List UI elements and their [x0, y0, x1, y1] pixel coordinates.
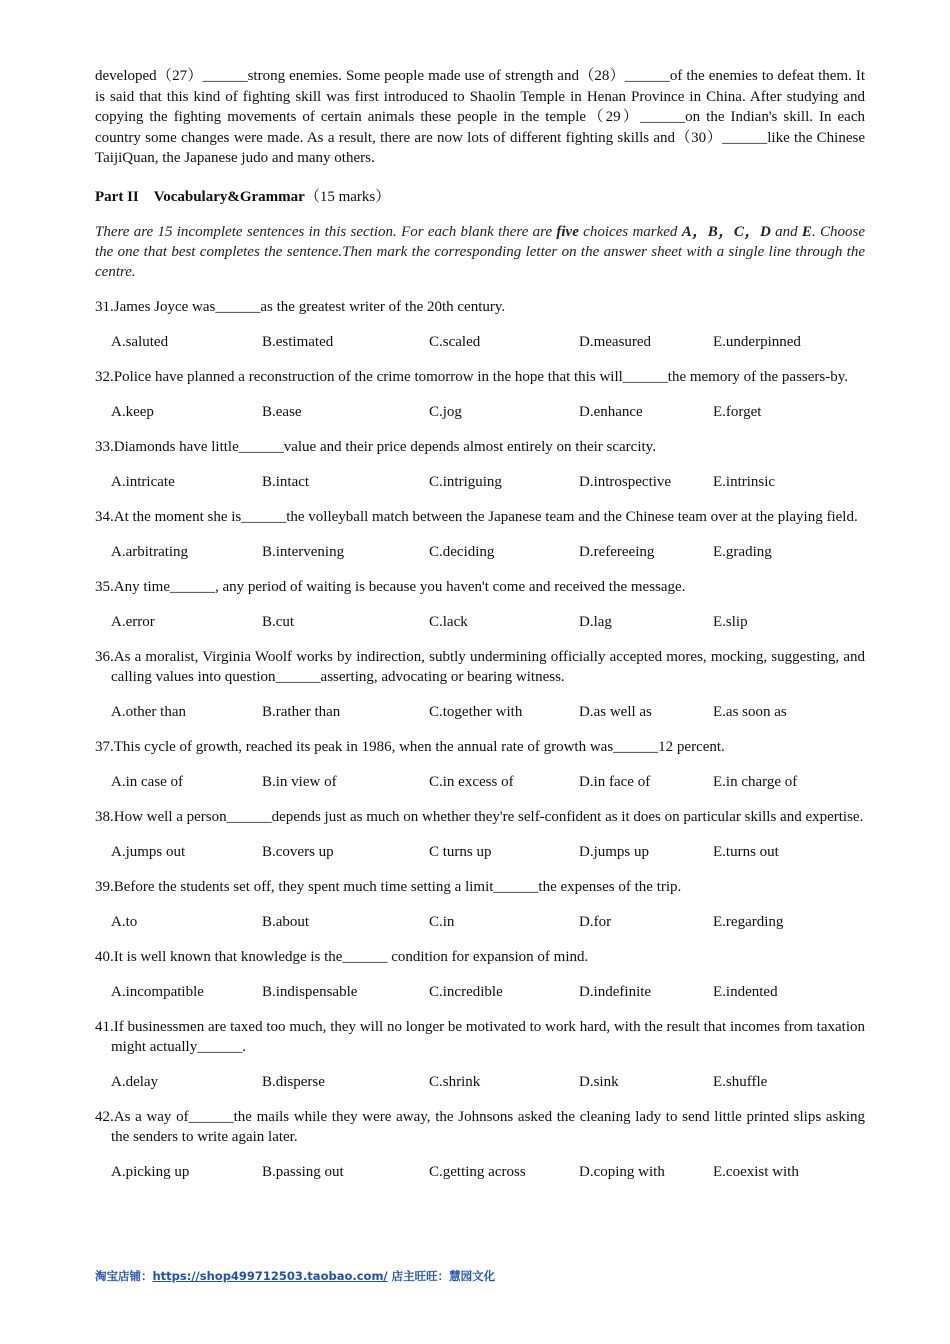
answer-choice: C.getting across: [429, 1163, 526, 1180]
section-title: Part II Vocabulary&Grammar: [95, 188, 305, 205]
shop-link[interactable]: https://shop499712503.taobao.com/: [152, 1269, 388, 1283]
answer-choice: B.rather than: [262, 703, 341, 720]
answer-choice: D.measured: [579, 333, 652, 350]
answer-choice: A.in case of: [111, 773, 184, 790]
instr-text-2: choices marked: [578, 223, 682, 240]
answer-choice: E.coexist with: [713, 1163, 799, 1180]
footer: [95, 1268, 495, 1284]
footer-suffix: 店主旺旺：慧园文化: [387, 1269, 496, 1283]
answer-choice: C.deciding: [429, 543, 495, 560]
answer-choice: C.in: [429, 913, 455, 930]
answer-choice: E.intrinsic: [713, 473, 776, 490]
answer-choice: E.shuffle: [713, 1073, 768, 1090]
answer-choice: D.jumps up: [579, 843, 650, 860]
answer-choice: B.intact: [262, 473, 310, 490]
question-text: 36.As a moralist, Virginia Woolf works by indirection, subtly undermining officially accepted mores, mocking, suggesting, and calling values into question______asserting, advocating or bearing witness.: [95, 648, 865, 685]
answer-choice: C.scaled: [429, 333, 481, 350]
instr-text-4: . Choose the one that best completes the sentence.Then mark the corresponding letter on the answer sheet with a single line through the centre.: [95, 223, 865, 280]
answer-choice: B.disperse: [262, 1073, 325, 1090]
answer-choice: C.lack: [429, 613, 468, 630]
question-text: 33.Diamonds have little______value and their price depends almost entirely on their scarcity.: [95, 438, 656, 455]
answer-choice: D.coping with: [579, 1163, 665, 1180]
footer-prefix: 淘宝店铺：: [95, 1269, 153, 1283]
answer-choice: E.forget: [713, 403, 762, 420]
choice-row: [95, 772, 865, 792]
answer-choice: B.cut: [262, 613, 295, 630]
answer-choice: E.as soon as: [713, 703, 787, 720]
question-text: 37.This cycle of growth, reached its peak in 1986, when the annual rate of growth was______12 percent.: [95, 738, 725, 755]
answer-choice: A.other than: [111, 703, 186, 720]
question-text: 32.Police have planned a reconstruction of the crime tomorrow in the hope that this will______the memory of the passers-by.: [95, 368, 849, 385]
answer-choice: B.estimated: [262, 333, 334, 350]
instr-text-3: and: [770, 223, 802, 240]
choice-row: [95, 982, 865, 1002]
answer-choice: A.to: [111, 913, 138, 930]
choice-row: [95, 542, 865, 562]
answer-choice: E.indented: [713, 983, 778, 1000]
choice-row: [95, 472, 865, 492]
question-text: 39.Before the students set off, they spent much time setting a limit______the expenses of the trip.: [95, 878, 682, 895]
answer-choice: A.intricate: [111, 473, 175, 490]
answer-choice: D.sink: [579, 1073, 619, 1090]
answer-choice: D.indefinite: [579, 983, 652, 1000]
answer-choice: A.error: [111, 613, 155, 630]
instr-bold-2: A，B，C，D: [681, 223, 771, 240]
answer-choice: E.underpinned: [713, 333, 801, 350]
choice-row: [95, 842, 865, 862]
choice-row: [95, 912, 865, 932]
answer-choice: C.together with: [429, 703, 523, 720]
answer-choice: A.saluted: [111, 333, 169, 350]
choice-row: [95, 702, 865, 722]
answer-choice: A.picking up: [111, 1163, 190, 1180]
answer-choice: E.in charge of: [713, 773, 798, 790]
answer-choice: D.in face of: [579, 773, 651, 790]
answer-choice: E.turns out: [713, 843, 779, 860]
answer-choice: C.in excess of: [429, 773, 514, 790]
answer-choice: A.arbitrating: [111, 543, 189, 560]
question-text: 35.Any time______, any period of waiting is because you haven't come and received the message.: [95, 578, 686, 595]
answer-choice: B.about: [262, 913, 310, 930]
question-list: [95, 297, 865, 1182]
answer-choice: E.grading: [713, 543, 772, 560]
question-text: 42.As a way of______the mails while they were away, the Johnsons asked the cleaning lady to send little printed slips asking the senders to write again later.: [95, 1108, 865, 1145]
answer-choice: C turns up: [429, 843, 492, 860]
answer-choice: D.introspective: [579, 473, 672, 490]
instr-bold-1: five: [556, 223, 579, 240]
answer-choice: C.intriguing: [429, 473, 502, 490]
instr-text-1: There are 15 incomplete sentences in this section. For each blank there are: [95, 223, 557, 240]
answer-choice: D.lag: [579, 613, 612, 630]
answer-choice: A.incompatible: [111, 983, 204, 1000]
answer-choice: B.indispensable: [262, 983, 358, 1000]
section-marks: （15 marks）: [304, 188, 391, 205]
answer-choice: B.ease: [262, 403, 302, 420]
section-instructions: [95, 222, 865, 282]
answer-choice: D.refereeing: [579, 543, 655, 560]
answer-choice: A.jumps out: [111, 843, 186, 860]
answer-choice: A.delay: [111, 1073, 159, 1090]
choice-row: [95, 1072, 865, 1092]
answer-choice: E.slip: [713, 613, 748, 630]
question-text: 40.It is well known that knowledge is the______ condition for expansion of mind.: [95, 948, 589, 965]
question-text: 38.How well a person______depends just as much on whether they're self-confident as it does on particular skills and expertise.: [95, 808, 864, 825]
choice-row: [95, 332, 865, 352]
question-text: 34.At the moment she is______the volleyball match between the Japanese team and the Chinese team over at the playing field.: [95, 508, 858, 525]
passage-text: developed（27）______strong enemies. Some people made use of strength and（28）______of the enemies to defeat them. It is said that this kind of fighting skill was first introduced to Shaolin Temple in Henan Province in China. After studying and copying the fighting movements of certain animals these people in the temple（29）______on the Indian's skill. In each country some changes were made. As a result, there are now lots of different fighting skills and（30）______like the Chinese TaijiQuan, the Japanese judo and many others.: [95, 68, 865, 166]
answer-choice: C.shrink: [429, 1073, 481, 1090]
question-text: 41.If businessmen are taxed too much, they will no longer be motivated to work hard, with the result that incomes from taxation might actually______.: [95, 1018, 865, 1055]
answer-choice: C.incredible: [429, 983, 503, 1000]
choice-row: [95, 1162, 865, 1182]
answer-choice: C.jog: [429, 403, 462, 420]
answer-choice: B.intervening: [262, 543, 345, 560]
answer-choice: B.in view of: [262, 773, 337, 790]
document-page: [95, 66, 865, 1182]
answer-choice: D.as well as: [579, 703, 652, 720]
choice-row: [95, 612, 865, 632]
choice-row: [95, 402, 865, 422]
answer-choice: B.passing out: [262, 1163, 344, 1180]
answer-choice: A.keep: [111, 403, 154, 420]
answer-choice: D.for: [579, 913, 612, 930]
answer-choice: E.regarding: [713, 913, 784, 930]
answer-choice: B.covers up: [262, 843, 334, 860]
instr-bold-3: E: [801, 223, 812, 240]
question-text: 31.James Joyce was______as the greatest writer of the 20th century.: [95, 298, 506, 315]
section-heading: [95, 187, 865, 207]
answer-choice: D.enhance: [579, 403, 643, 420]
